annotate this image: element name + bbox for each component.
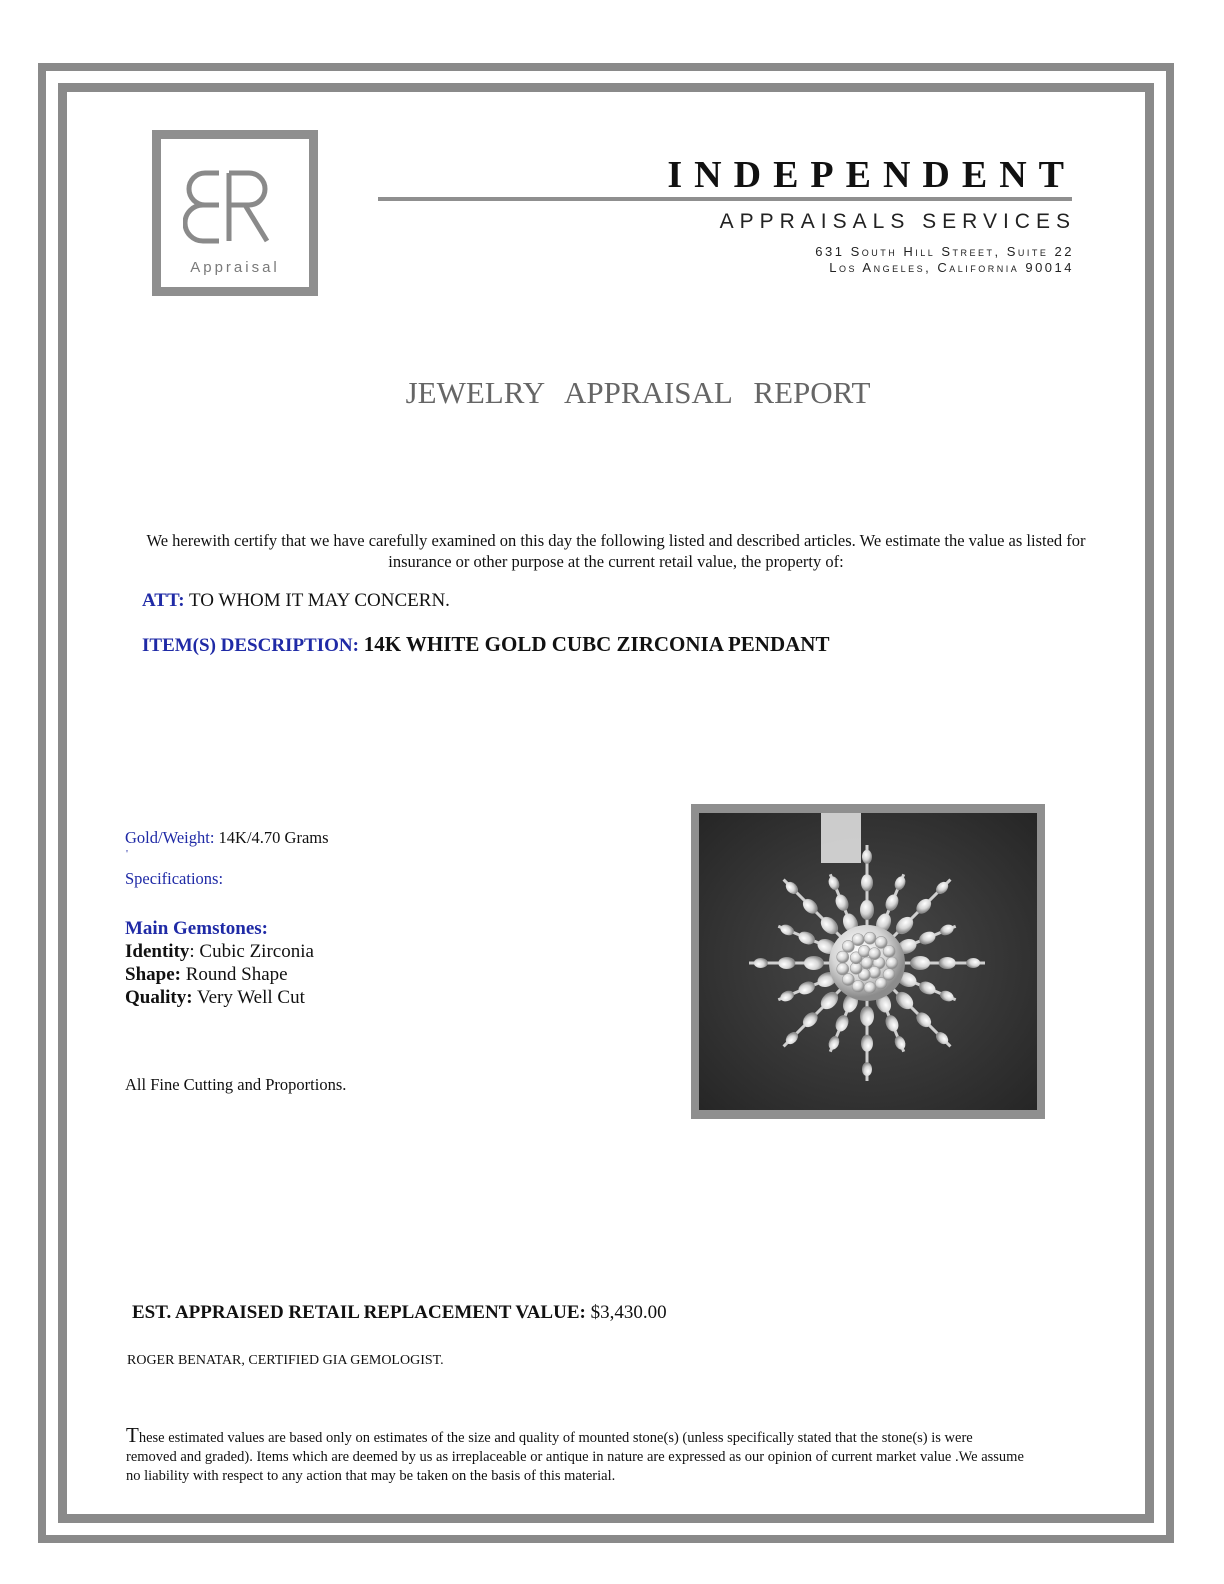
fine-cutting-note: All Fine Cutting and Proportions. bbox=[125, 1075, 347, 1094]
shape-line bbox=[125, 963, 314, 986]
company-logo bbox=[152, 130, 318, 296]
pendant-stone bbox=[862, 850, 872, 864]
specifications-label: Specifications: bbox=[125, 869, 224, 888]
pave-stone bbox=[842, 974, 854, 986]
item-description-value: 14K WHITE GOLD CUBC ZIRCONIA PENDANT bbox=[363, 632, 830, 656]
pendant-stone bbox=[778, 957, 795, 969]
pave-stone bbox=[886, 957, 898, 969]
pendant-stone bbox=[966, 958, 980, 968]
br-monogram-logo bbox=[183, 167, 293, 247]
pave-stone bbox=[883, 945, 895, 957]
gemologist-signature-line: ROGER BENATAR, CERTIFIED GIA GEMOLOGIST. bbox=[127, 1353, 444, 1368]
stray-mark: ' bbox=[126, 848, 128, 860]
pendant-stone bbox=[860, 900, 874, 920]
pendant-stone bbox=[804, 956, 824, 970]
gold-weight-label: Gold/Weight: bbox=[125, 828, 215, 847]
logo-wordmark: Appraisal bbox=[190, 259, 280, 276]
pave-stone bbox=[875, 978, 887, 990]
pendant-photo bbox=[699, 813, 1037, 1110]
gold-weight-line bbox=[125, 828, 329, 848]
pendant-stone bbox=[861, 1035, 873, 1052]
company-subtitle: APPRAISALS SERVICES bbox=[719, 210, 1076, 233]
pave-stone bbox=[852, 934, 864, 946]
report-title: JEWELRY APPRAISAL REPORT bbox=[405, 375, 871, 410]
pendant-stone bbox=[862, 1062, 872, 1076]
header-rule bbox=[378, 197, 1072, 201]
main-gemstones-label: Main Gemstones: bbox=[125, 918, 269, 939]
att-value: TO WHOM IT MAY CONCERN. bbox=[189, 590, 450, 611]
gold-weight-value: 14K/4.70 Grams bbox=[218, 828, 329, 847]
pave-stone bbox=[864, 982, 876, 994]
att-line bbox=[142, 590, 450, 612]
certification-text: We herewith certify that we have carefully examined on this day the following listed and described articles. We estimate the value as listed for insurance or other purpose at the current retail value, the property of: bbox=[146, 531, 1086, 571]
pendant-stone bbox=[861, 874, 873, 891]
pendant-photo-frame bbox=[691, 804, 1045, 1119]
identity-label: Identity bbox=[125, 941, 190, 962]
pave-stone bbox=[868, 948, 880, 960]
quality-value: Very Well Cut bbox=[196, 987, 305, 1008]
gemstone-details bbox=[125, 917, 314, 1009]
pendant-stone bbox=[860, 1006, 874, 1026]
appraised-value-amount: $3,430.00 bbox=[590, 1302, 667, 1323]
company-address-line1: 631 South Hill Street, Suite 22 bbox=[815, 244, 1074, 259]
pendant-stone bbox=[939, 957, 956, 969]
company-address-line2: Los Angeles, California 90014 bbox=[829, 260, 1074, 275]
att-label: ATT: bbox=[142, 590, 185, 611]
pave-stone bbox=[837, 963, 849, 975]
shape-label: Shape: bbox=[125, 964, 181, 985]
pave-stone bbox=[837, 951, 849, 963]
disclaimer-body: hese estimated values are based only on estimates of the size and quality of mounted stone(s) (unless specifically stated that the stone(s) is were removed and graded). Items which are deemed by us as irreplaceable or antique in nature are expressed as our opinion of current market value .We assume no liability with respect to any action that may be taken on the basis of this material. bbox=[126, 1430, 1024, 1484]
item-description-line bbox=[142, 632, 829, 657]
pave-stone bbox=[864, 932, 876, 944]
identity-value: : Cubic Zirconia bbox=[189, 941, 314, 962]
shape-value: Round Shape bbox=[185, 964, 288, 985]
pendant-stone bbox=[754, 958, 768, 968]
appraised-value-line bbox=[132, 1302, 667, 1324]
disclaimer-drop-cap: T bbox=[126, 1423, 139, 1447]
appraised-value-label: EST. APPRAISED RETAIL REPLACEMENT VALUE: bbox=[132, 1302, 586, 1323]
disclaimer-text bbox=[126, 1423, 1026, 1486]
quality-line bbox=[125, 986, 314, 1009]
company-name: INDEPENDENT bbox=[667, 154, 1076, 196]
pendant-stone bbox=[910, 956, 930, 970]
item-description-label: ITEM(S) DESCRIPTION: bbox=[142, 635, 359, 656]
quality-label: Quality: bbox=[125, 987, 193, 1008]
identity-line bbox=[125, 940, 314, 963]
